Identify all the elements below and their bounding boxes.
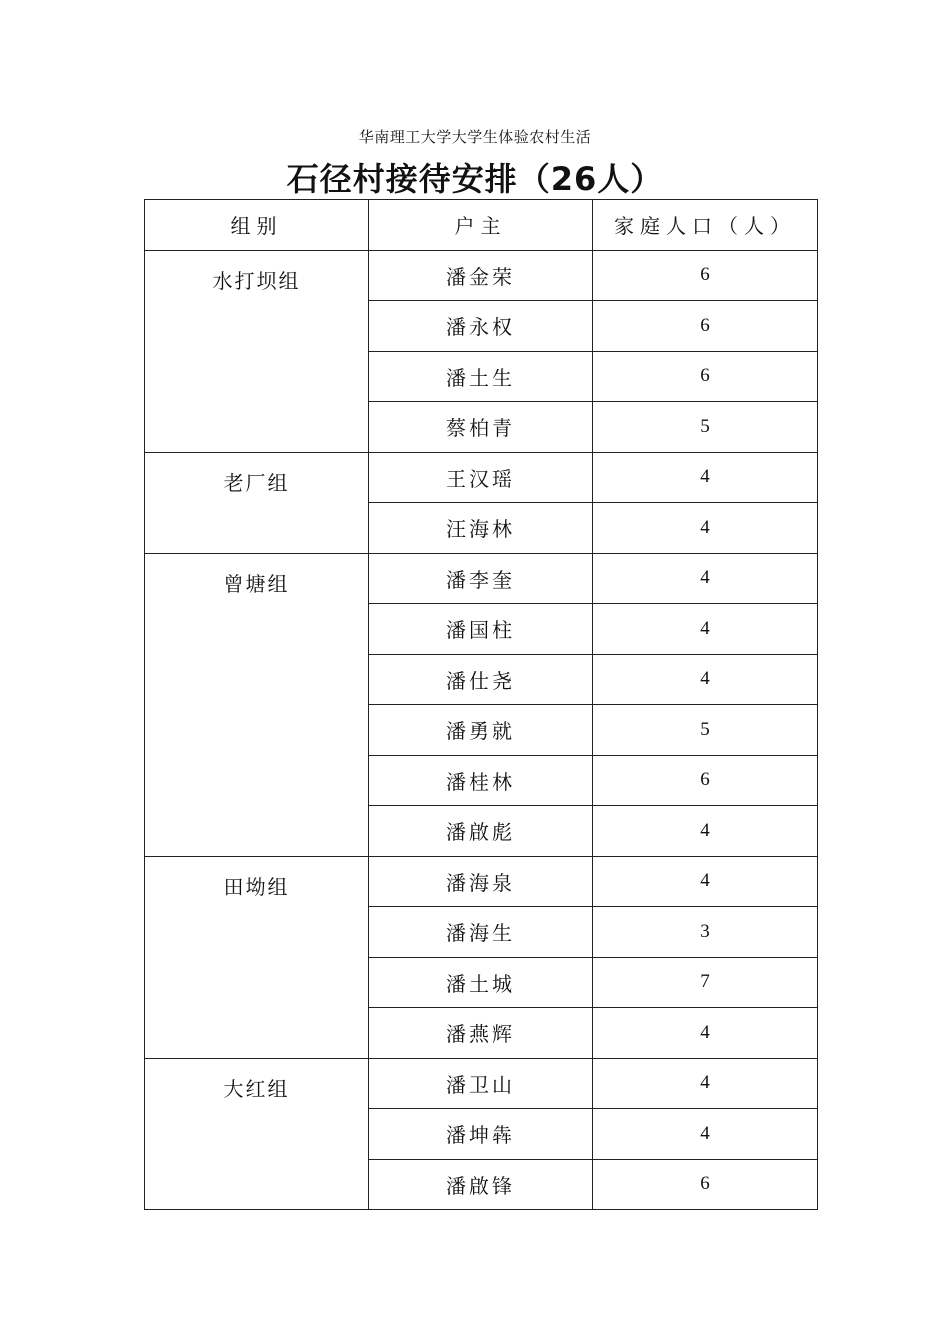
owner-cell: 潘燕辉 — [369, 1008, 593, 1059]
reception-table — [144, 199, 818, 1210]
owner-cell: 潘海泉 — [369, 856, 593, 907]
owner-cell: 潘桂林 — [369, 755, 593, 806]
owner-cell: 潘永权 — [369, 301, 593, 352]
table-row — [145, 250, 818, 301]
owner-cell: 潘李奎 — [369, 553, 593, 604]
owner-cell: 王汉瑶 — [369, 452, 593, 503]
table-row — [145, 553, 818, 604]
owner-cell: 潘仕尧 — [369, 654, 593, 705]
household-size-cell: 5 — [593, 402, 818, 453]
table-row — [145, 1058, 818, 1109]
owner-cell: 潘土城 — [369, 957, 593, 1008]
owner-cell: 潘海生 — [369, 907, 593, 958]
document-title: 石径村接待安排（26人） — [286, 160, 664, 198]
group-name-cell: 老厂组 — [145, 452, 369, 553]
owner-cell: 潘啟彪 — [369, 806, 593, 857]
household-size-cell: 6 — [593, 1159, 818, 1210]
household-size-cell: 6 — [593, 301, 818, 352]
column-header-group: 组别 — [145, 200, 369, 251]
household-size-cell: 4 — [593, 654, 818, 705]
document-subtitle: 华南理工大学大学生体验农村生活 — [358, 128, 592, 146]
owner-cell: 潘卫山 — [369, 1058, 593, 1109]
household-size-cell: 6 — [593, 351, 818, 402]
household-size-cell: 4 — [593, 856, 818, 907]
household-size-cell: 5 — [593, 705, 818, 756]
group-name-cell: 大红组 — [145, 1058, 369, 1210]
table-row — [145, 856, 818, 907]
group-name-cell: 田坳组 — [145, 856, 369, 1058]
group-name-cell: 水打坝组 — [145, 250, 369, 452]
table-body — [145, 250, 818, 1210]
household-size-cell: 4 — [593, 503, 818, 554]
table-row — [145, 452, 818, 503]
household-size-cell: 3 — [593, 907, 818, 958]
household-size-cell: 6 — [593, 755, 818, 806]
household-size-cell: 7 — [593, 957, 818, 1008]
column-header-household-size: 家庭人口（人） — [593, 200, 818, 251]
household-size-cell: 4 — [593, 1109, 818, 1160]
owner-cell: 潘坤犇 — [369, 1109, 593, 1160]
owner-cell: 汪海林 — [369, 503, 593, 554]
owner-cell: 潘金荣 — [369, 250, 593, 301]
owner-cell: 蔡柏青 — [369, 402, 593, 453]
household-size-cell: 4 — [593, 1058, 818, 1109]
household-size-cell: 4 — [593, 604, 818, 655]
owner-cell: 潘勇就 — [369, 705, 593, 756]
household-size-cell: 4 — [593, 553, 818, 604]
group-name-cell: 曾塘组 — [145, 553, 369, 856]
column-header-owner: 户主 — [369, 200, 593, 251]
owner-cell: 潘啟锋 — [369, 1159, 593, 1210]
household-size-cell: 4 — [593, 452, 818, 503]
household-size-cell: 4 — [593, 806, 818, 857]
table-header-row — [145, 200, 818, 251]
household-size-cell: 4 — [593, 1008, 818, 1059]
owner-cell: 潘国柱 — [369, 604, 593, 655]
owner-cell: 潘土生 — [369, 351, 593, 402]
household-size-cell: 6 — [593, 250, 818, 301]
